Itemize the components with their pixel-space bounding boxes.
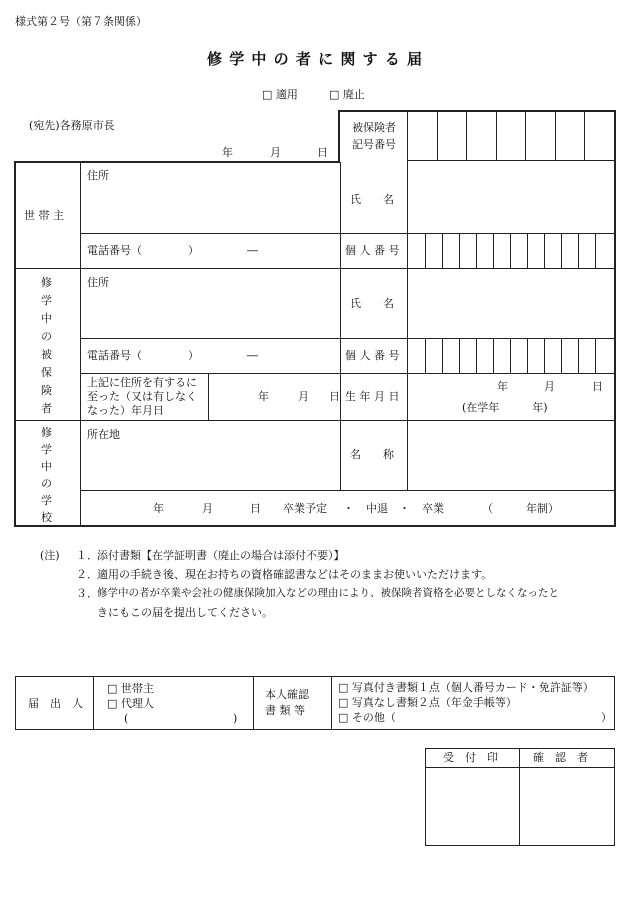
student-label-3: の [41,330,52,343]
student-label-2: 中 [41,312,52,325]
date-year: 年 [222,146,233,159]
identity-other-field[interactable] [410,710,598,726]
student-personal-number-label: 個 人 番 号 [345,349,400,362]
graduation-expected-option[interactable]: 卒業予定 [283,502,327,515]
moved-date-month: 月 [298,390,309,403]
note-3-num: ３． [76,587,98,600]
abolish-checkbox[interactable]: □ 廃止 [329,88,365,101]
submitter-paren-open: ( [124,712,129,725]
graduation-day: 日 [250,502,261,515]
moved-date-label-3: なった）年月日 [87,404,164,417]
moved-date-day: 日 [329,390,340,403]
school-location-label: 所在地 [87,428,120,441]
page-title: 修 学 中 の 者 に 関 す る 届 [206,50,423,68]
identity-other-close: ） [601,711,612,724]
student-label-5: 保 [41,366,52,379]
date-day: 日 [317,146,328,159]
school-name-label: 名 称 [350,448,394,461]
graduation-dot-1: ・ [343,502,354,515]
note-2-text: 適用の手続き後、現在お持ちの資格確認書などはそのままお使いいただけます。 [97,568,493,581]
student-name-label: 氏 名 [350,297,394,310]
head-name-label: 氏 名 [350,193,394,206]
in-school-years: (在学年 年) [462,401,548,414]
received-stamp-label: 受 付 印 [443,751,498,764]
identity-photo-doc-checkbox[interactable]: □ 写真付き書類１点（個人番号カード・免許証等） [338,681,594,694]
note-1-text: 添付書類【在学証明書（廃止の場合は添付不要）】 [97,549,345,562]
birthdate-year: 年 [497,380,508,393]
birthdate-field[interactable] [408,374,614,420]
student-address-label: 住所 [87,276,109,289]
student-personal-number-field[interactable] [408,339,614,373]
submitter-head-checkbox[interactable]: □ 世帯主 [107,682,154,695]
graduation-dot-2: ・ [399,502,410,515]
head-address-label: 住所 [87,169,109,182]
graduation-graduated-option[interactable]: 卒業 [422,502,444,515]
note-2-num: ２． [76,568,98,581]
student-phone-field[interactable] [150,341,335,369]
confirmer-label: 確 認 者 [533,751,588,764]
school-label-2: 中 [41,460,52,473]
moved-date-label-2: 至った（又は有しなく [87,390,197,403]
student-phone-label: 電話番号（ [87,349,142,362]
student-label-4: 被 [41,348,52,361]
head-phone-field[interactable] [150,236,335,264]
birthdate-month: 月 [544,380,555,393]
insured-number-field[interactable] [408,111,614,160]
submitter-label: 届 出 人 [28,697,83,710]
student-address-field[interactable] [81,290,339,337]
birthdate-label: 生 年 月 日 [345,390,400,403]
school-label-0: 修 [41,426,52,439]
head-address-field[interactable] [81,184,339,232]
note-1-num: １． [76,549,98,562]
identity-docs-label-1: 本人確認 [265,688,309,701]
moved-date-field[interactable] [209,374,339,420]
school-label-4: 学 [41,494,52,507]
moved-date-year: 年 [258,390,269,403]
notes-label: (注) [40,549,60,562]
graduation-year: 年 [153,502,164,515]
school-label-3: の [41,477,52,490]
school-label-1: 学 [41,443,52,456]
addressee: (宛先)各務原市長 [29,119,115,132]
submitter-paren-close: ) [233,712,238,725]
insured-number-label-2: 記号番号 [352,138,396,151]
student-label-0: 修 [41,276,52,289]
graduation-month: 月 [202,502,213,515]
head-name-field[interactable] [408,162,614,232]
submitter-proxy-field[interactable] [132,711,230,727]
head-of-household-label: 世 帯 主 [24,209,64,222]
identity-nophoto-doc-checkbox[interactable]: □ 写真なし書類２点（年金手帳等） [338,696,517,709]
head-phone-paren: ） [188,244,199,257]
head-personal-number-label: 個 人 番 号 [345,244,400,257]
head-phone-dash: ― [247,244,258,257]
school-location-field[interactable] [81,442,339,489]
student-label-7: 者 [41,402,52,415]
identity-other-checkbox[interactable]: □ その他（ [338,711,396,724]
head-personal-number-field[interactable] [408,234,614,268]
student-name-field[interactable] [408,269,614,338]
submitter-proxy-checkbox[interactable]: □ 代理人 [107,697,154,710]
note-3-continued: きにもこの届を提出してください。 [97,606,273,619]
note-3-text: 修学中の者が卒業や会社の健康保険加入などの理由により、被保険者資格を必要としなくなったと [97,587,559,599]
insured-number-label: 被保険者 [352,121,396,134]
head-phone-label: 電話番号（ [87,244,142,257]
school-label-5: 校 [41,511,52,524]
date-month: 月 [270,146,281,159]
student-phone-paren: ） [188,349,199,362]
student-phone-dash: ― [247,349,258,362]
school-name-field[interactable] [408,421,614,490]
graduation-system: （ 年制） [482,502,559,515]
student-label-1: 学 [41,294,52,307]
birthdate-day: 日 [592,380,603,393]
form-number: 様式第２号（第７条関係） [15,15,147,28]
graduation-dropout-option[interactable]: 中退 [366,502,388,515]
student-label-6: 険 [41,384,52,397]
moved-date-label-1: 上記に住所を有するに [87,376,197,389]
identity-docs-label-2: 書 類 等 [265,704,305,717]
apply-checkbox[interactable]: □ 適用 [262,88,298,101]
